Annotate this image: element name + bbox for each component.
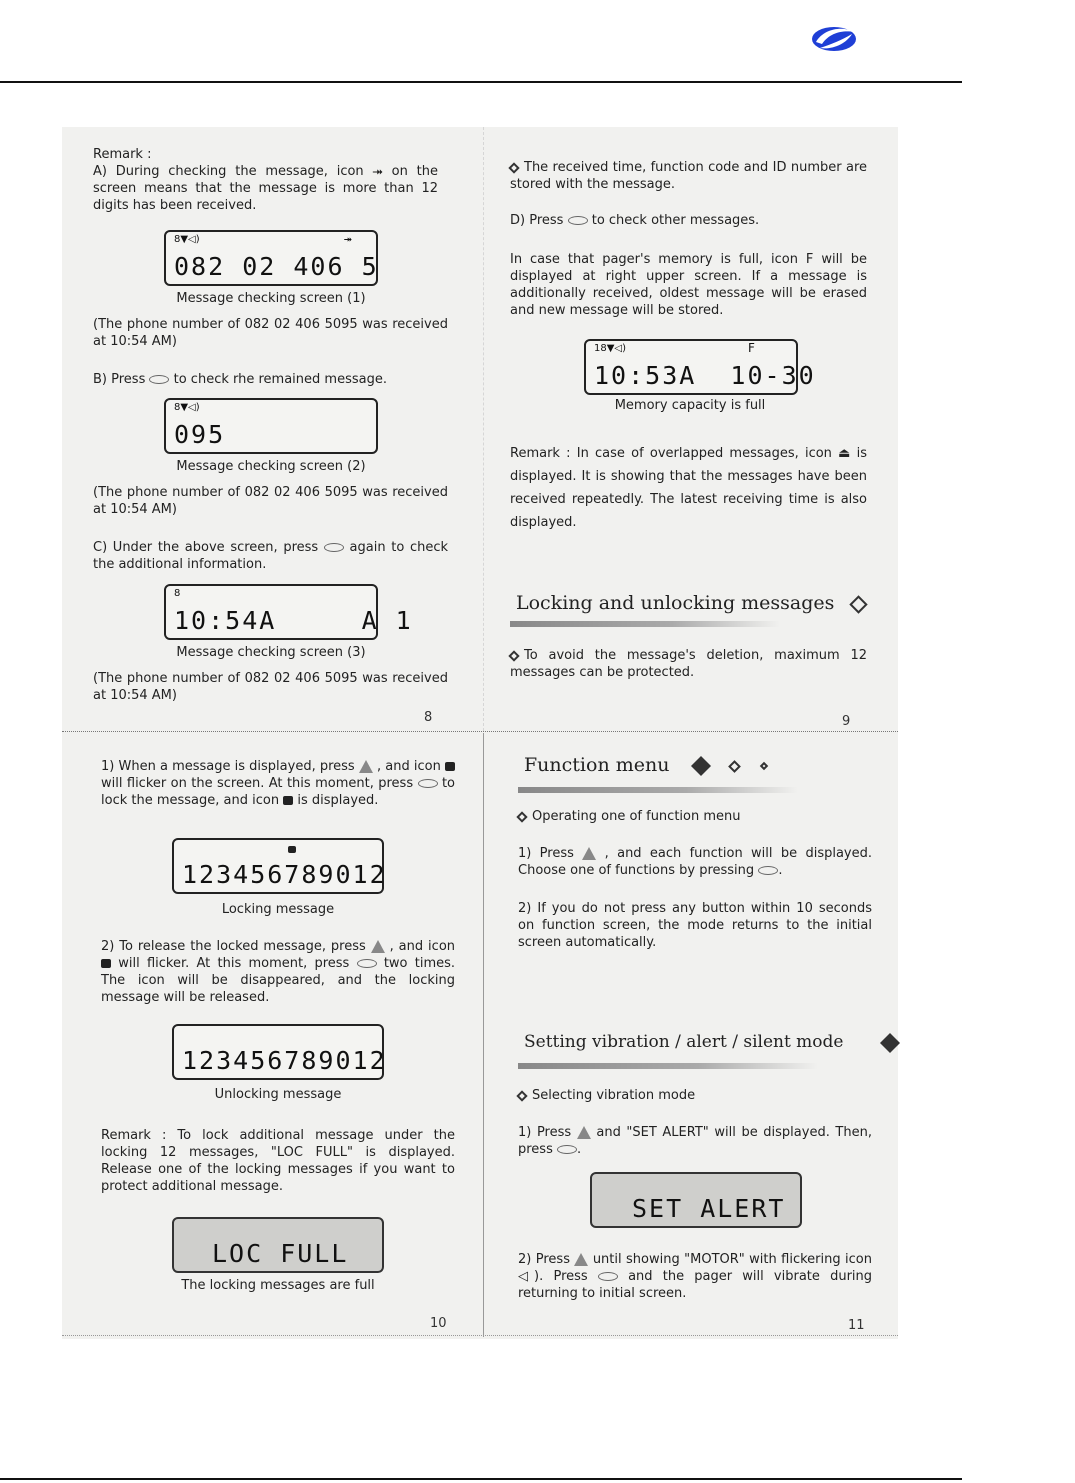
lock-step-1-d: to lock the message, and icon: [101, 776, 455, 808]
lcd-digits: 10:53A 10-30: [594, 361, 816, 390]
lcd-indicators: 18▼◁): [594, 343, 627, 354]
vibration-step-2-b: until showing "MOTOR" with flickering icon: [592, 1252, 872, 1267]
sub-heading-text: Operating one of function menu: [532, 809, 741, 824]
memory-full-icon: F: [748, 341, 755, 355]
step-d-post: to check other messages.: [591, 213, 760, 228]
company-logo-icon: [808, 22, 860, 56]
lcd-digits: LOC FULL: [212, 1239, 349, 1268]
more-digits-icon: ⯮: [344, 234, 352, 245]
vibration-sub-heading: [518, 1087, 872, 1104]
note-2: (The phone number of 082 02 406 5095 was received at 10:54 AM): [93, 485, 448, 517]
page-number-11: 11: [848, 1318, 865, 1333]
step-b: [93, 371, 448, 388]
diamond-bullet-icon: [516, 811, 527, 822]
oval-button-icon: [149, 375, 169, 384]
function-step-1-b: , and each function will be displayed. Choose one of functions by pressing: [518, 846, 872, 878]
triangle-button-icon: [574, 1253, 588, 1266]
step-c: [93, 539, 448, 573]
caption-unlocking: Unlocking message: [214, 1087, 342, 1102]
lcd-indicators: 8: [174, 588, 181, 599]
oval-button-icon: [324, 543, 344, 552]
section-title-text: Setting vibration / alert / silent mode: [524, 1032, 844, 1052]
lcd-screen-1: [164, 230, 378, 286]
oval-button-icon: [758, 866, 778, 875]
note-1: (The phone number of 082 02 406 5095 was received at 10:54 AM): [93, 317, 448, 349]
page-number-8: 8: [424, 710, 433, 725]
vibration-step-1: [518, 1124, 872, 1158]
vibration-step-2-d: and the pager will vibrate during returning to initial screen.: [518, 1269, 873, 1301]
lcd-indicators: 8▼◁): [174, 402, 200, 413]
remark-a-text: A) During checking the message, icon ⯮ on the screen means that the message is more than 12 digits has been received.: [93, 164, 438, 213]
oval-button-icon: [357, 959, 377, 968]
section-title-locking: [516, 592, 865, 614]
oval-button-icon: [568, 216, 588, 225]
vibration-step-1-a: 1) Press: [518, 1125, 572, 1140]
oval-button-icon: [598, 1272, 618, 1281]
lock-note: [510, 647, 867, 681]
vibration-step-2-a: 2) Press: [518, 1252, 570, 1267]
caption-locking: Locking message: [221, 902, 335, 917]
overlap-remark: Remark : In case of overlapped messages, icon ⏏ is displayed. It is showing that the messages have been received repeatedly. The latest receiving time is also displayed.: [510, 446, 867, 530]
section-title-text: Locking and unlocking messages: [516, 592, 835, 614]
caption-memory-full: Memory capacity is full: [614, 398, 766, 413]
lock-step-2-d: two times. The icon will be disappeared, and the locking message will be released.: [101, 956, 456, 1005]
oval-button-icon: [418, 779, 438, 788]
function-step-1-c: .: [778, 863, 783, 878]
step-d: [510, 212, 867, 229]
caption-screen-1: Message checking screen (1): [176, 291, 366, 306]
step-d-pre: D) Press: [510, 213, 564, 228]
caption-screen-3: Message checking screen (3): [176, 645, 366, 660]
step-b-pre: B) Press: [93, 372, 146, 387]
page-number-9: 9: [842, 714, 851, 729]
diamond-bullet-icon: [516, 1090, 527, 1101]
page-9-intro: [510, 159, 867, 193]
vibration-step-1-b: and "SET ALERT" will be displayed. Then, press: [518, 1125, 872, 1157]
diamond-icon: [759, 762, 767, 770]
page-bottom-edge: [62, 1335, 898, 1336]
lcd-screen-2: [164, 398, 378, 454]
lcd-unlocking: [172, 1024, 387, 1080]
lcd-screen-3: [164, 584, 413, 640]
memory-full-text: In case that pager's memory is full, icon F will be displayed at right upper screen. If a message is additionally received, oldest message will be erased and new message will be stored.: [510, 252, 867, 318]
diamond-icon: [691, 756, 711, 776]
lock-step-1-a: 1) When a message is displayed, press: [101, 759, 355, 774]
function-step-2: 2) If you do not press any button within 10 seconds on function screen, the mode returns to the initial screen automatically.: [518, 901, 872, 950]
triangle-button-icon: [371, 940, 385, 953]
diamond-icon: [728, 760, 741, 773]
lock-step-2: [101, 938, 455, 1006]
lcd-set-alert: [590, 1172, 802, 1228]
footer-rule: [0, 1478, 962, 1480]
lcd-digits: 123456789012: [182, 860, 387, 889]
lock-step-1-e: is displayed.: [297, 793, 379, 808]
step-b-post: to check rhe remained message.: [173, 372, 387, 387]
step-c-pre: C) Under the above screen, press: [93, 540, 319, 555]
header-rule: [0, 81, 962, 83]
diamond-bullet-icon: [508, 650, 519, 661]
lock-step-1-c: will flicker on the screen. At this moment, press: [101, 776, 414, 791]
note-3: (The phone number of 082 02 406 5095 was received at 10:54 AM): [93, 671, 448, 703]
diamond-icon: [850, 595, 868, 613]
page-gutter-top: [483, 127, 484, 731]
lock-step-2-b: , and icon: [389, 939, 456, 954]
lcd-digits: 123456789012: [182, 1046, 387, 1075]
intro-text: The received time, function code and ID number are stored with the message.: [510, 160, 867, 192]
speaker-icon: ◁): [518, 1269, 540, 1284]
lock-icon: [283, 796, 293, 805]
function-sub-heading: [518, 808, 872, 825]
page-divider-horizontal: [62, 731, 898, 732]
section-title-function-menu: [524, 754, 767, 776]
diamond-icon: [880, 1033, 900, 1053]
lock-remark: Remark : To lock additional message under the locking 12 messages, "LOC FULL" is displayed. Release one of the locking messages if you want to protect additional message.: [101, 1128, 455, 1194]
function-step-1-a: 1) Press: [518, 846, 574, 861]
triangle-button-icon: [359, 760, 373, 773]
caption-loc-full: The locking messages are full: [181, 1278, 375, 1293]
page-gutter-bottom: [483, 733, 484, 1337]
lcd-digits: 082 02 406 5: [174, 252, 379, 281]
lock-icon: [101, 959, 111, 968]
sub-heading-text: Selecting vibration mode: [532, 1088, 696, 1103]
section-title-vibration: [524, 1032, 897, 1052]
lock-icon: [288, 846, 296, 853]
lock-step-1-b: , and icon: [377, 759, 441, 774]
triangle-button-icon: [577, 1126, 591, 1139]
lcd-digits: 095: [174, 420, 226, 449]
lcd-indicators: 8▼◁): [174, 234, 200, 245]
vibration-step-2-c: . Press: [539, 1269, 588, 1284]
lock-step-2-a: 2) To release the locked message, press: [101, 939, 366, 954]
step-c-post: again to check the additional information.: [93, 540, 449, 572]
page-8-remark: [93, 146, 438, 214]
lcd-digits: 10:54A A 1: [174, 606, 413, 635]
lcd-locking: [172, 838, 387, 894]
section-title-text: Function menu: [524, 754, 670, 776]
lcd-digits: SET ALERT: [632, 1194, 786, 1223]
oval-button-icon: [557, 1145, 577, 1154]
lock-step-2-c: will flicker. At this moment, press: [118, 956, 350, 971]
diamond-bullet-icon: [508, 162, 519, 173]
vibration-step-1-c: .: [577, 1142, 582, 1157]
section-underline: [518, 1063, 818, 1069]
lock-step-1: [101, 758, 455, 809]
triangle-button-icon: [582, 847, 596, 860]
page-number-10: 10: [430, 1316, 447, 1331]
section-underline: [510, 621, 780, 627]
lock-note-text: To avoid the message's deletion, maximum 12 messages can be protected.: [510, 648, 867, 680]
function-step-1: [518, 845, 872, 879]
section-underline: [518, 787, 798, 793]
lcd-memory-full: [584, 339, 816, 395]
lock-icon: [445, 762, 455, 771]
lcd-loc-full: [172, 1217, 384, 1273]
vibration-step-2: [518, 1251, 872, 1302]
caption-screen-2: Message checking screen (2): [176, 459, 366, 474]
remark-label: Remark :: [93, 147, 152, 162]
